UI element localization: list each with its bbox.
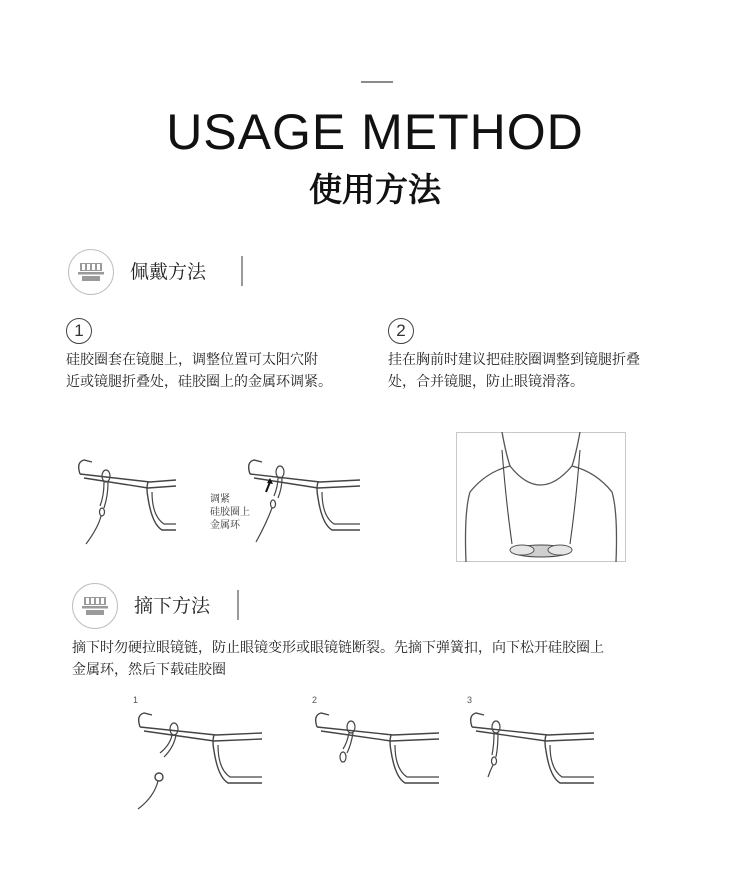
- chest-illustration: [456, 432, 626, 562]
- page-title-zh: 使用方法: [309, 170, 441, 209]
- step-2-text: [388, 349, 640, 393]
- removing-section-title: 摘下方法: [134, 595, 211, 617]
- step-2-number: 2: [388, 318, 414, 344]
- adjust-callout-line-2: 硅胶圈上: [210, 507, 250, 518]
- step-1-number: 1: [66, 318, 92, 344]
- removal-step-label-2: 2: [312, 695, 318, 705]
- adjust-callout-line-3: 金属环: [210, 520, 240, 531]
- header-rule: [361, 81, 393, 83]
- removing-instructions: [72, 637, 604, 681]
- removal-illustration-1: [130, 705, 265, 815]
- glasses-illustration-1: [70, 452, 182, 550]
- sunglasses-icon: [80, 595, 110, 617]
- adjust-callout: [210, 493, 250, 532]
- page-title-en: USAGE METHOD: [166, 104, 584, 160]
- wearing-section-divider: [241, 256, 243, 286]
- removal-step-label-3: 3: [467, 695, 473, 705]
- removal-illustration-3: [462, 705, 597, 795]
- wearing-section-title: 佩戴方法: [130, 261, 207, 283]
- removal-step-label-1: 1: [133, 695, 139, 705]
- removing-section-icon: [72, 583, 118, 629]
- step-1-line-2: 近或镜腿折叠处，硅胶圈上的金属环调紧。: [66, 374, 332, 390]
- removing-line-2: 金属环，然后下载硅胶圈: [72, 662, 226, 678]
- step-2-line-2: 处，合并镜腿，防止眼镜滑落。: [388, 374, 584, 390]
- removing-line-1: 摘下时勿硬拉眼镜链，防止眼镜变形或眼镜链断裂。先摘下弹簧扣，向下松开硅胶圈上: [72, 640, 604, 656]
- sunglasses-icon: [76, 261, 106, 283]
- adjust-callout-line-1: 调紧: [210, 494, 230, 505]
- removal-illustration-2: [307, 705, 442, 795]
- step-1-text: [66, 349, 332, 393]
- step-1-line-1: 硅胶圈套在镜腿上，调整位置可太阳穴附: [66, 352, 318, 368]
- step-2-line-1: 挂在胸前时建议把硅胶圈调整到镜腿折叠: [388, 352, 640, 368]
- wearing-section-icon: [68, 249, 114, 295]
- removing-section-divider: [237, 590, 239, 620]
